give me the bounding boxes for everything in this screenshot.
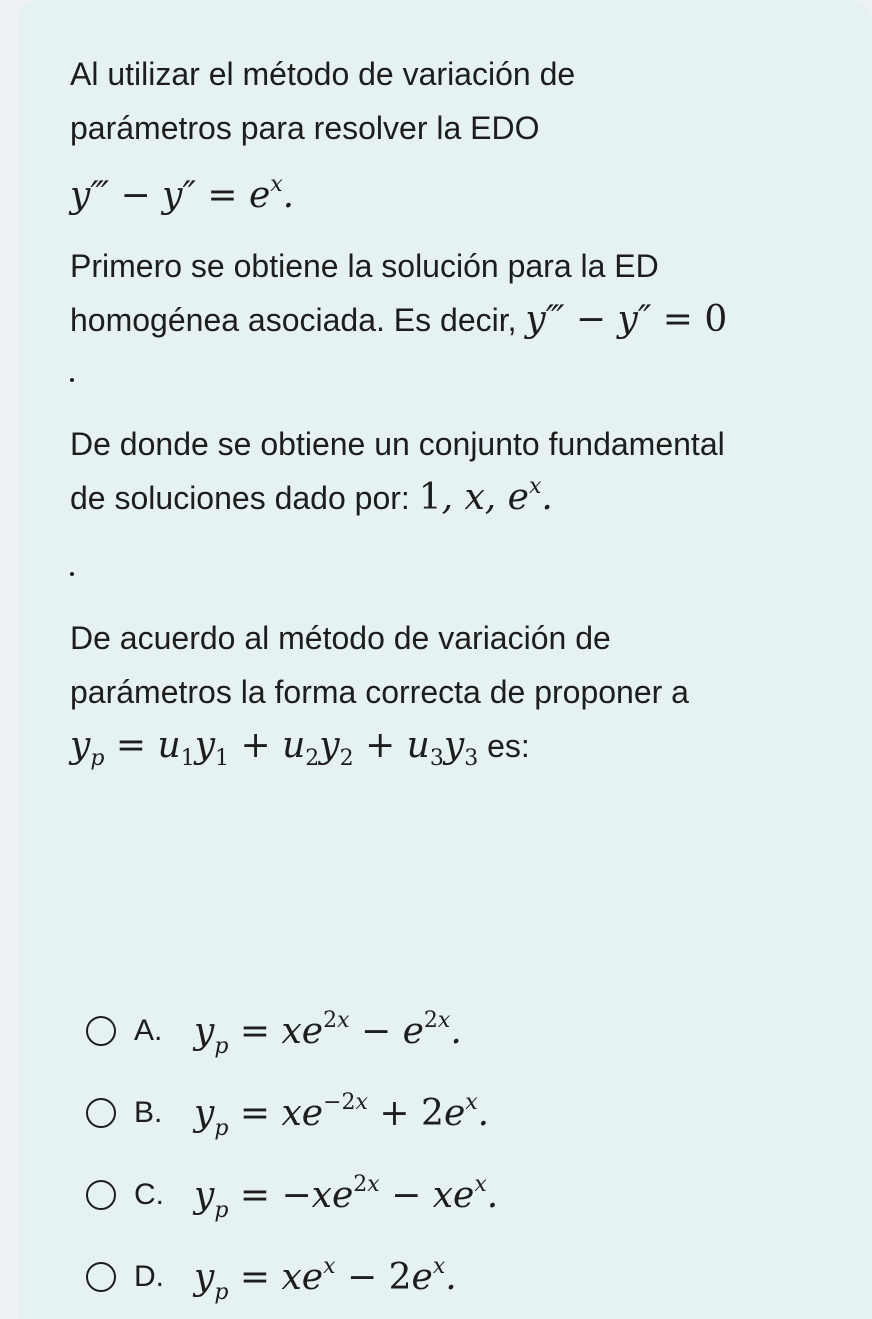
radio-d[interactable] — [86, 1262, 116, 1292]
homogeneous-equation: y‴ − y″ = 0 — [525, 299, 728, 340]
option-a-expression: $y_p = xe^{2x} - e^{2x}$. — [194, 1007, 462, 1059]
question-line-8: De acuerdo al método de variación de — [70, 620, 611, 656]
radio-c[interactable] — [86, 1180, 116, 1210]
option-b-expression: $y_p = xe^{-2x} + 2e^x$. — [194, 1089, 490, 1141]
question-line-10-suffix: es: — [487, 728, 530, 764]
ode-equation: y‴ − $y'' = e^x$. — [70, 172, 295, 216]
question-line-4: Primero se obtiene la solución para la ED — [70, 248, 659, 284]
question-line-10 — [70, 725, 530, 771]
option-b-letter: B. — [134, 1096, 163, 1129]
question-line-7-text: de soluciones dado por: — [70, 480, 410, 516]
question-line-9: parámetros la forma correcta de proponer a — [70, 674, 689, 710]
option-a[interactable] — [86, 1007, 462, 1059]
question-line-7 — [70, 474, 553, 518]
question-line-1: Al utilizar el método de variación de — [70, 56, 576, 92]
option-d-letter: D. — [134, 1260, 164, 1293]
option-c-expression: $y_p = -xe^{2x} - xe^x$. — [194, 1171, 499, 1223]
period-dot-2 — [70, 572, 74, 576]
question-line-5 — [70, 300, 727, 340]
question-line-6: De donde se obtiene un conjunto fundamental — [70, 426, 725, 462]
radio-b[interactable] — [86, 1098, 116, 1128]
option-c-letter: C. — [134, 1178, 164, 1211]
question-line-5-text: homogénea asociada. Es decir, — [70, 302, 517, 338]
option-d[interactable] — [86, 1253, 457, 1305]
period-dot — [70, 378, 74, 382]
option-c[interactable] — [86, 1171, 499, 1223]
radio-a[interactable] — [86, 1016, 116, 1046]
fundamental-set: 1, x, $e^x$. — [418, 474, 553, 518]
particular-form: $y_p = u_1y_1 + u_2y_2 + u_3y_3$ — [70, 725, 479, 771]
option-d-expression: $y_p = xe^x - 2e^x$. — [194, 1253, 457, 1305]
option-a-letter: A. — [134, 1014, 163, 1047]
question-line-2: parámetros para resolver la EDO — [70, 110, 540, 146]
option-b[interactable] — [86, 1089, 490, 1141]
